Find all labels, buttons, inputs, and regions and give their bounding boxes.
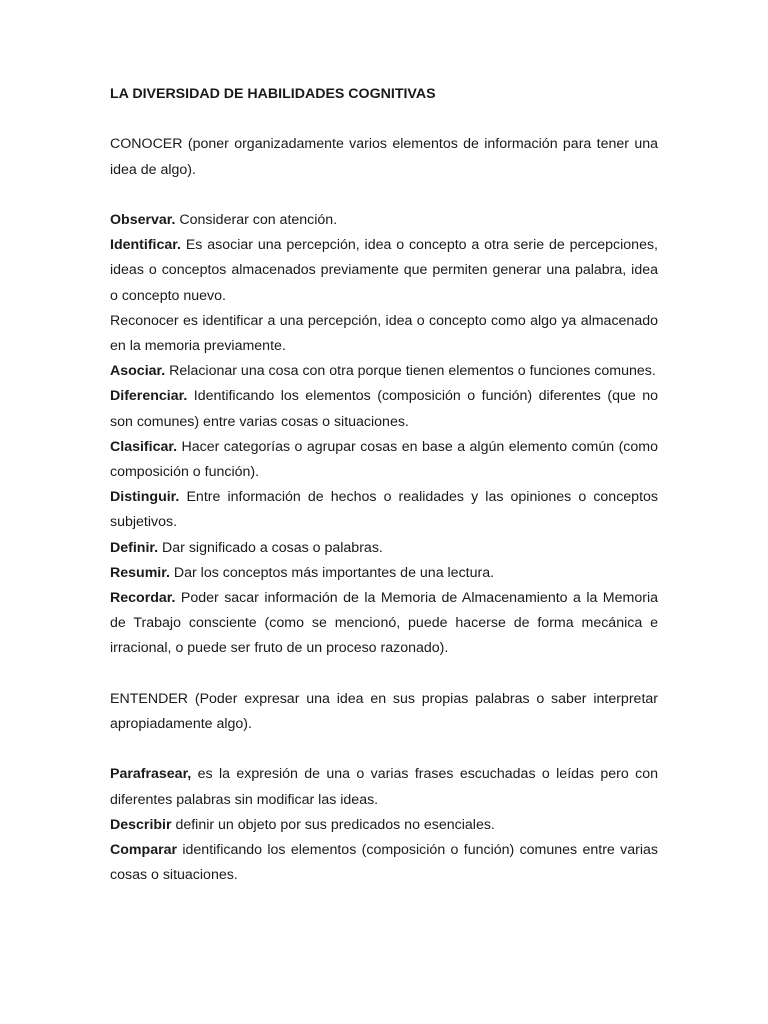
- definition-text: Dar significado a cosas o palabras.: [158, 539, 383, 556]
- entender-intro: ENTENDER (Poder expresar una idea en sus propias palabras o saber interpretar apropiadamente algo).: [110, 690, 658, 733]
- spacer: [110, 107, 658, 132]
- conocer-intro: CONOCER (poner organizadamente varios elementos de información para tener una idea de algo).: [110, 136, 658, 178]
- definition-text: Relacionar una cosa con otra porque tienen elementos o funciones comunes.: [165, 363, 656, 380]
- definition-text: Identificando los elementos (composición o función) diferentes (que no son comunes) entre varias cosas o situaciones.: [110, 388, 658, 430]
- definition-term: Identificar.: [110, 237, 181, 254]
- definition-text: Es asociar una percepción, idea o concepto a otra serie de percepciones, ideas o conceptos almacenados previamente que permiten generar una palabra, idea o concepto nuevo.: [110, 237, 658, 304]
- definition-text: Entre información de hechos o realidades y las opiniones o conceptos subjetivos.: [110, 489, 658, 531]
- definition-term: Distinguir.: [110, 489, 180, 506]
- definition-term: Parafrasear,: [110, 766, 192, 783]
- definition-distinguir: [110, 485, 658, 535]
- entender-list: [110, 762, 658, 888]
- definition-reconocer: [110, 309, 658, 359]
- conocer-list: [110, 208, 658, 662]
- spacer: [110, 662, 658, 687]
- definition-term: Definir.: [110, 539, 159, 556]
- definition-resumir: [110, 561, 658, 586]
- definition-term: Asociar.: [110, 363, 166, 380]
- definition-describir: [110, 813, 658, 838]
- definition-term: Clasificar.: [110, 438, 178, 455]
- definition-text: Dar los conceptos más importantes de una lectura.: [169, 564, 495, 581]
- definition-clasificar: [110, 435, 658, 485]
- definition-term: Recordar.: [110, 590, 176, 607]
- definition-diferenciar: [110, 384, 658, 434]
- definition-text: Reconocer es identificar a una percepción, idea o concepto como algo ya almacenado en la memoria previamente.: [110, 312, 658, 354]
- definition-identificar: [110, 233, 658, 309]
- document-title: LA DIVERSIDAD DE HABILIDADES COGNITIVAS: [110, 86, 436, 102]
- definition-definir: [110, 536, 658, 561]
- definition-text: Hacer categorías o agrupar cosas en base a algún elemento común (como composición o función).: [110, 438, 658, 481]
- definition-term: Observar.: [110, 211, 176, 228]
- spacer: [110, 737, 658, 762]
- definition-parafrasear: [110, 762, 658, 812]
- definition-observar: [110, 208, 658, 233]
- definition-term: Diferenciar.: [110, 388, 188, 405]
- definition-asociar: [110, 359, 658, 384]
- definition-recordar: [110, 586, 658, 662]
- document-page: [110, 82, 658, 888]
- definition-text: Considerar con atención.: [175, 211, 338, 228]
- definition-text: identificando los elementos (composición o función) comunes entre varias cosas o situaciones.: [110, 842, 658, 884]
- spacer: [110, 183, 658, 208]
- definition-text: es la expresión de una o varias frases escuchadas o leídas pero con diferentes palabras sin modificar las ideas.: [110, 766, 658, 808]
- definition-term: Comparar: [110, 842, 178, 859]
- definition-term: Resumir.: [110, 564, 170, 581]
- definition-term: Describir: [110, 816, 172, 833]
- definition-comparar: [110, 838, 658, 888]
- definition-text: Poder sacar información de la Memoria de Almacenamiento a la Memoria de Trabajo consciente (como se mencionó, puede hacerse de forma mecánica e irracional, o puede ser fruto de un proceso razonado).: [110, 590, 658, 657]
- definition-text: definir un objeto por sus predicados no esenciales.: [171, 816, 495, 833]
